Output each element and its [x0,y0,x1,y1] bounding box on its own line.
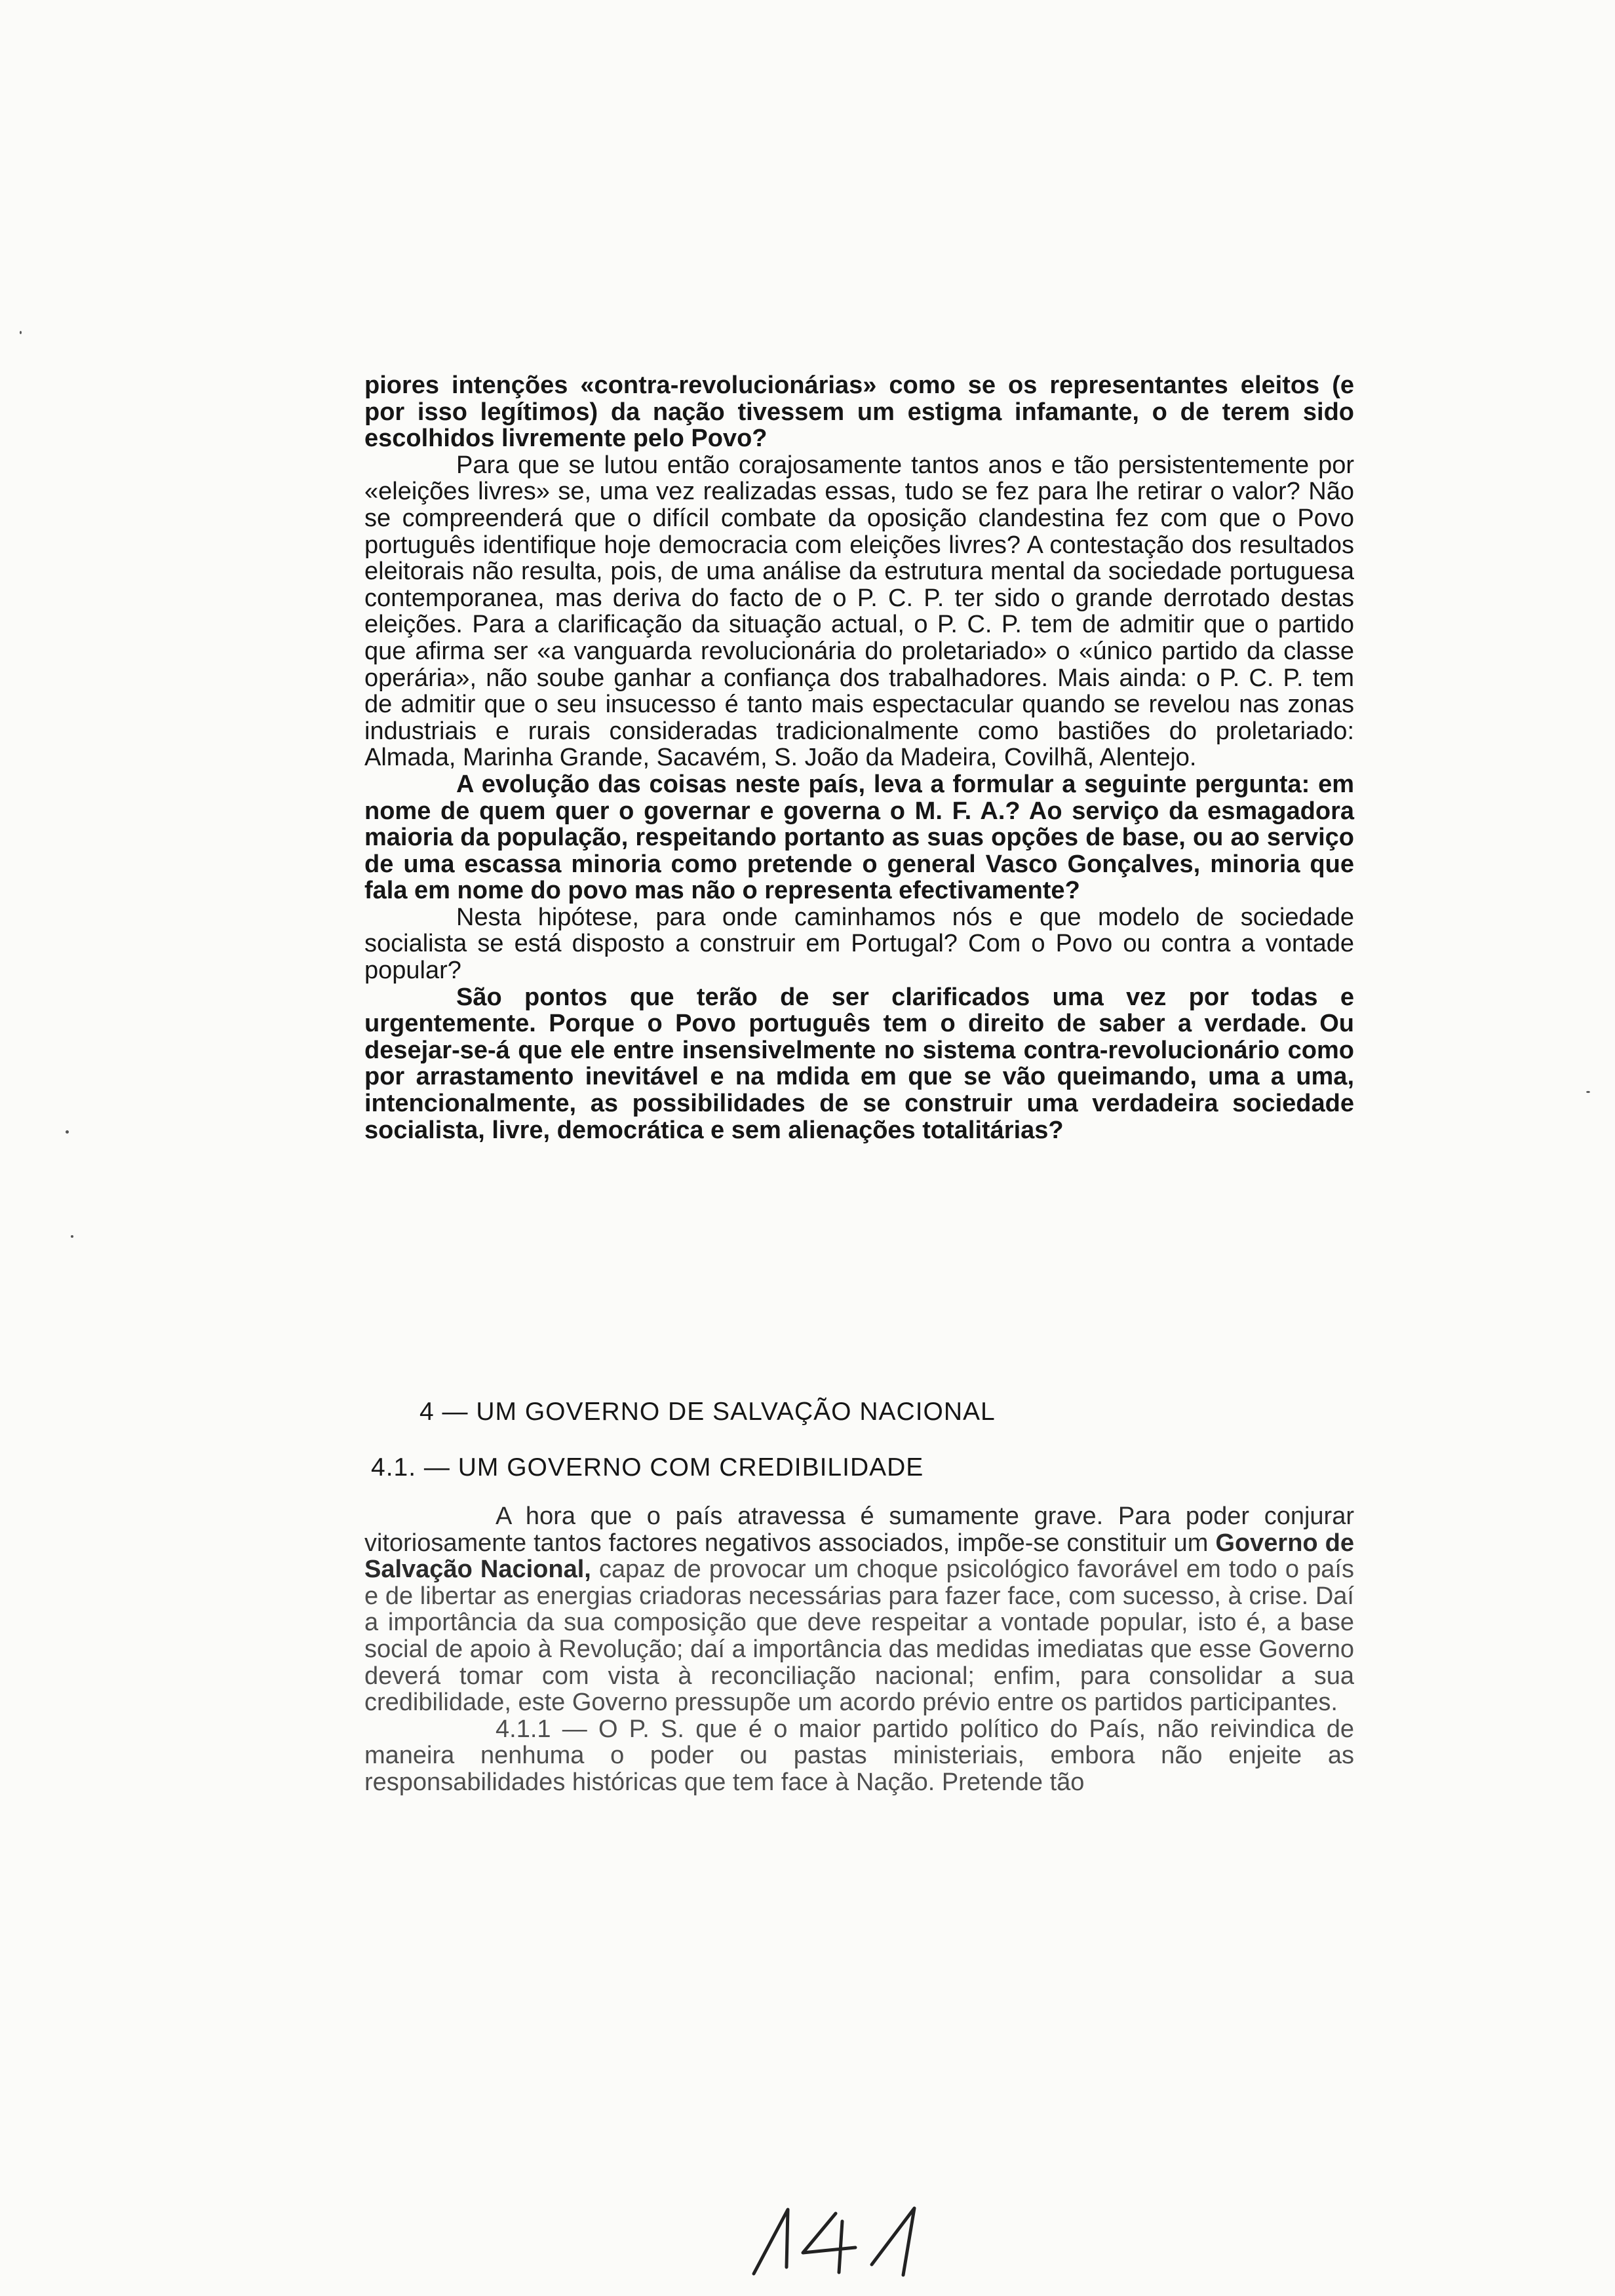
scan-speck [1586,1091,1590,1093]
bold-phrase: Governo de Salvação Nacional, [364,1529,1354,1584]
paragraph-2: Para que se lutou então corajosamente tantos anos e tão persistentemente por «eleições livres» se, uma vez realizadas essas, tudo se fez para lhe retirar o valor? Não se compreenderá que o difícil combate da oposição clandestina fez com que o Povo português identifique hoje democracia com eleições livres? A contestação dos resultados eleitorais não resulta, pois, de uma análise da estrutura mental da sociedade portuguesa contemporanea, mas deriva do facto de o P. C. P. ter sido o grande derrotado destas eleições. Para a clarificação da situação actual, o P. C. P. tem de admitir que o partido que afirma ser «a vanguarda revolucionária do proletariado» o «único partido da classe operária», não soube ganhar a confiança dos trabalhadores. Mais ainda: o P. C. P. tem de admitir que o seu insucesso é tanto mais espectacular quando se revelou nas zonas industriais e rurais consideradas tradicionalmente como bastiões do proletariado: Almada, Marinha Grande, Sacavém, S. João da Madeira, Covilhã, Alentejo. [364,451,1354,772]
paragraph-7: 4.1.1 — O P. S. que é o maior partido político do País, não reivindica de maneira nenhuma o poder ou pastas ministeriais, embora não enjeite as responsabilidades históricas que tem face à Nação. Pretende tão [364,1715,1354,1796]
paragraph-6 [364,1503,1354,1716]
lower-text-block [364,1503,1354,1796]
paragraph-6-end: capaz de provocar um choque psicológico favorável em todo o país e de libertar as energias criadoras necessárias para fazer face, com sucesso, à crise. Daí a importância da sua composição que deve respeitar a vontade popular, isto é, a base social de apoio à Revolução; daí a importância das medidas imediatas que esse Governo deverá tomar com vista à reconciliação nacional; enfim, para consolidar a sua credibilidade, este Governo pressupõe um acordo prévio entre os partidos participantes. [364,1556,1354,1717]
handwritten-page-number [741,2202,957,2280]
paragraph-3: A evolução das coisas neste país, leva a formular a seguinte pergunta: em nome de quem quer o governar e governa o M. F. A.? Ao serviço da esmagadora maioria da população, respeitando portanto as suas opções de base, ou ao serviço de uma escassa minoria como pretende o general Vasco Gonçalves, minoria que fala em nome do povo mas não o representa efectivamente? [364,770,1354,905]
scan-speck [66,1130,69,1134]
paragraph-6-start: A hora que o país atravessa é sumamente grave. Para poder conjurar vitoriosamente tantos factores negativos associados, impõe-se constituir um [364,1502,1354,1557]
section-heading: 4 — UM GOVERNO DE SALVAÇÃO NACIONAL [419,1398,996,1426]
paragraph-1: piores intenções «contra-revolucionárias» como se os representantes eleitos (e por isso legítimos) da nação tivessem um estigma infamante, o de terem sido escolhidos livremente pelo Povo? [364,372,1354,453]
scan-speck [20,331,22,334]
upper-text-block [364,372,1354,1143]
paragraph-4: Nesta hipótese, para onde caminhamos nós e que modelo de sociedade socialista se está disposto a construir em Portugal? Com o Povo ou contra a vontade popular? [364,903,1354,985]
scan-speck [71,1235,73,1238]
subsection-heading: 4.1. — UM GOVERNO COM CREDIBILIDADE [371,1453,924,1482]
paragraph-5: São pontos que terão de ser clarificados uma vez por todas e urgentemente. Porque o Povo português tem o direito de saber a verdade. Ou desejar-se-á que ele entre insensivelmente no sistema contra-revolucionário como por arrastamento inevitável e na mdida em que se vão queimando, uma a uma, intencionalmente, as possibilidades de se construir uma verdadeira sociedade socialista, livre, democrática e sem alienações totalitárias? [364,983,1354,1144]
